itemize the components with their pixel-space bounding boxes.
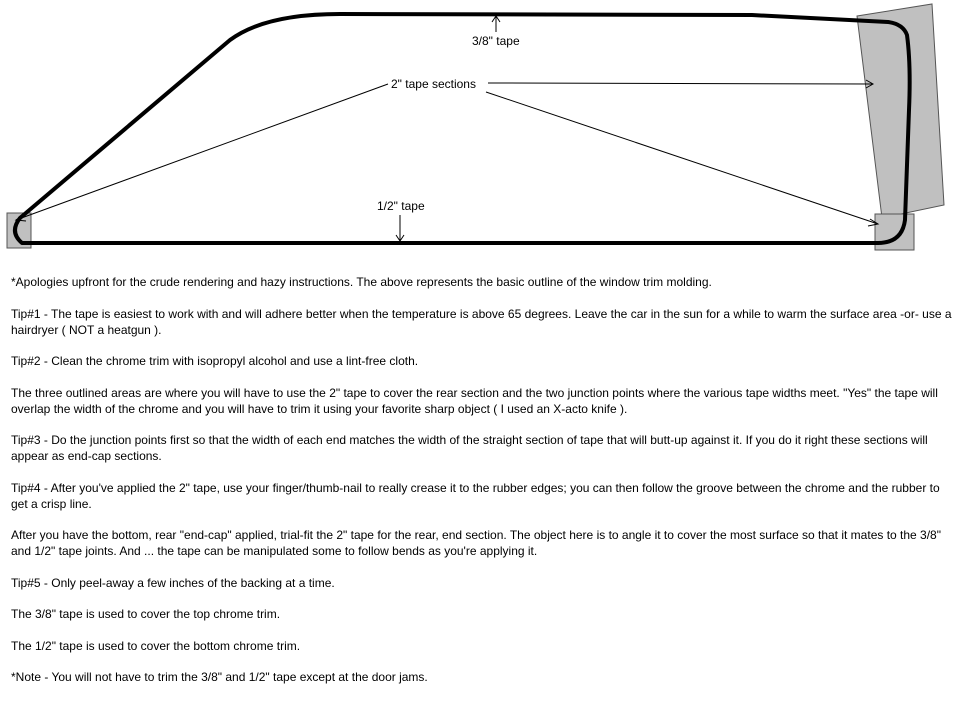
note-outlined-areas: The three outlined areas are where you will have to use the 2" tape to cover the rear section and the two junction points where the various tape widths meet. "Yes" the tape will overlap the width of the chrome and you will have to trim it using your favorite sharp object ( I used an X-acto knife ). [11,385,938,416]
note-bottom-tape: The 1/2" tape is used to cover the bottom chrome trim. [11,638,301,653]
arrow-to-left-junction [16,84,388,221]
window-trim-outline [15,14,910,243]
note-tip-3: Tip#3 - Do the junction points first so that the width of each end matches the width of the straight section of tape that will butt-up against it. If you do it right these sections will appear as end-cap sections. [11,433,928,463]
note-tip-4: Tip#4 - After you've applied the 2" tape, use your finger/thumb-nail to really crease it to the rubber edges; you can then follow the groove between the chrome and the rubber to get a crisp line. [11,480,940,511]
arrow-to-right-junction [486,92,878,226]
arrow-top-tape [492,16,500,32]
note-final: *Note - You will not have to trim the 3/8" and 1/2" tape except at the door jams. [11,670,428,684]
note-apology: *Apologies upfront for the crude rendering and hazy instructions. The above represents the basic outline of the window trim molding. [11,275,712,289]
note-end-cap: After you have the bottom, rear "end-cap" applied, trial-fit the 2" tape for the rear, end section. The object here is to angle it to cover the most surface so that it mates to the 3/8" and 1/2" tape joints. And ... the tape can be manipulated some to follow bends as you're applying it. [11,528,941,558]
note-top-tape: The 3/8" tape is used to cover the top chrome trim. [11,607,281,621]
label-bottom-tape: 1/2" tape [377,199,425,213]
note-tip-2: Tip#2 - Clean the chrome trim with isopropyl alcohol and use a lint-free cloth. [11,354,419,368]
instructions [11,274,956,701]
note-tip-1: Tip#1 - The tape is easiest to work with and will adhere better when the temperature is above 65 degrees. Leave the car in the sun for a while to warm the surface area -or- use a hairdryer ( NOT a heatgun ). [11,306,952,337]
note-tip-5: Tip#5 - Only peel-away a few inches of the backing at a time. [11,575,335,590]
arrow-bottom-tape [396,215,404,241]
label-tape-sections: 2" tape sections [391,77,476,91]
trim-diagram [0,0,971,270]
rear-section-area [857,4,944,218]
label-top-tape: 3/8" tape [472,34,520,48]
arrow-to-rear-section [488,80,873,88]
